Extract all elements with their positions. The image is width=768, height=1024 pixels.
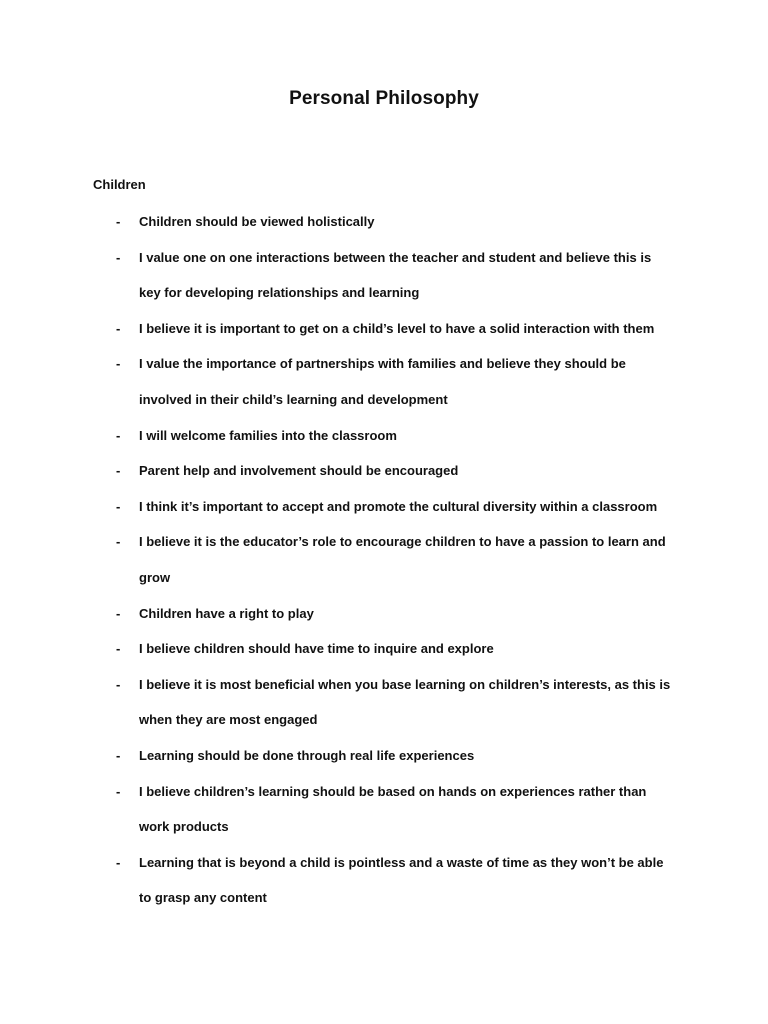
list-item-text: I believe it is most beneficial when you base learning on children’s interests, as this is (139, 676, 671, 692)
bullet-dash: - (116, 854, 121, 870)
page-title: Personal Philosophy (289, 88, 479, 109)
list-item-text: Children should be viewed holistically (139, 214, 375, 229)
bullet-dash: - (116, 534, 121, 550)
bullet-dash: - (116, 641, 121, 657)
list-item-text: I believe it is important to get on a child’s level to have a solid interaction with them (139, 320, 655, 336)
list-item-text: grow (139, 569, 171, 585)
bullet-dash: - (116, 605, 121, 621)
list-item-text: I value the importance of partnerships with families and believe they should be (139, 356, 626, 372)
bullet-dash: - (116, 427, 121, 443)
list-item-text: I think it’s important to accept and promote the cultural diversity within a classroom (139, 498, 658, 514)
list-item-text: I believe children should have time to inquire and explore (139, 641, 494, 657)
list-item-text: key for developing relationships and learning (139, 285, 420, 301)
list-item-text: I value one on one interactions between the teacher and student and believe this is (139, 249, 652, 265)
list-item-text: Children have a right to play (139, 605, 314, 621)
bullet-dash: - (116, 783, 121, 799)
bullet-dash: - (116, 498, 121, 514)
list-item-text: involved in their child’s learning and development (139, 391, 448, 407)
bullet-dash: - (116, 676, 121, 692)
list-item-text: when they are most engaged (139, 712, 318, 728)
list-item-text: work products (139, 819, 229, 835)
bullet-dash: - (116, 249, 121, 265)
list-item-text: Learning should be done through real life experiences (139, 748, 475, 763)
bullet-dash: - (116, 748, 121, 763)
list-item-text: Parent help and involvement should be encouraged (139, 463, 459, 479)
section-heading-children: Children (93, 177, 146, 192)
bullet-dash: - (116, 320, 121, 336)
list-item-text: I believe children’s learning should be based on hands on experiences rather than (139, 783, 647, 799)
bullet-dash: - (116, 356, 121, 372)
list-item-text: I will welcome families into the classroom (139, 427, 397, 443)
list-item-text: I believe it is the educator’s role to encourage children to have a passion to learn and (139, 534, 666, 550)
list-item-text: Learning that is beyond a child is pointless and a waste of time as they won’t be able (139, 854, 664, 870)
bullet-dash: - (116, 463, 121, 479)
list-item-text: to grasp any content (139, 890, 267, 906)
bullet-dash: - (116, 214, 121, 229)
